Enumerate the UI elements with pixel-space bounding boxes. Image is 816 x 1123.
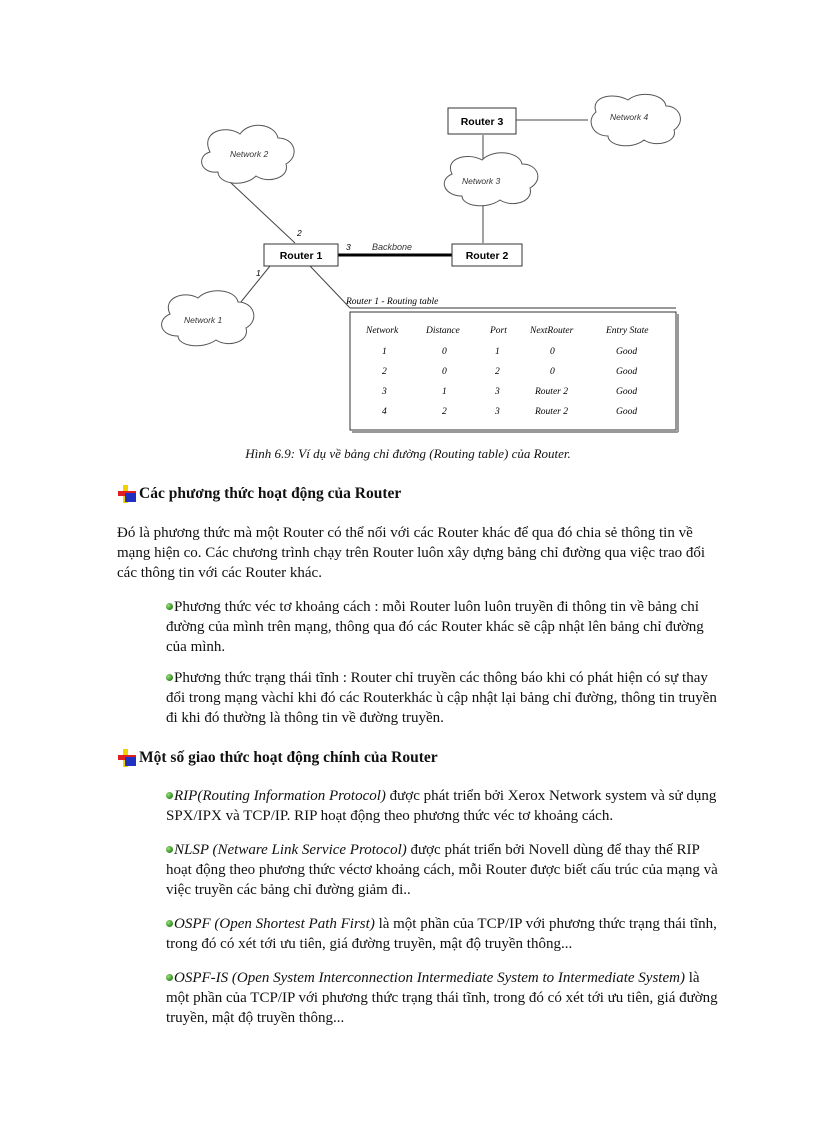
- table-cell: 1: [382, 347, 387, 357]
- protocol-description: là một phần của TCP/IP với phương thức trạng thái tĩnh, trong đó có xét tới ưu tiên, giá đường truyền, mật độ truyền thông...: [166, 916, 717, 952]
- bullet-dot-icon: [166, 974, 173, 981]
- table-cell: 0: [550, 367, 555, 377]
- backbone-label: Backbone: [372, 242, 413, 252]
- table-cell: 0: [442, 347, 447, 357]
- table-cell: 0: [550, 347, 555, 357]
- table-cell: 3: [495, 407, 500, 417]
- section-1-intro: Đó là phương thức mà một Router có thể nối với các Router khác để qua đó chia sẻ thông tin về mạng hiện co. Các chương trình chạy trên Router luôn xây dựng bảng chỉ đường qua việc trao đổi các thông tin với các Router khác.: [117, 525, 706, 581]
- protocol-name: RIP(Routing Information Protocol): [174, 788, 386, 804]
- router-1-label: Router 1: [279, 250, 323, 262]
- section-heading-1: [117, 484, 401, 504]
- table-header-port: Port: [490, 326, 507, 336]
- list-item: [166, 914, 726, 954]
- bullet-dot-icon: [166, 603, 173, 610]
- list-item: [166, 597, 726, 657]
- link-network2-router1: [230, 182, 295, 243]
- list-item: [166, 668, 726, 728]
- label-network-4: Network 4: [610, 112, 649, 122]
- router-1: [264, 244, 338, 266]
- router-3-label: Router 3: [460, 116, 504, 128]
- port-label-3: 3: [346, 242, 351, 252]
- table-cell: Good: [616, 367, 638, 377]
- bullet-dot-icon: [166, 674, 173, 681]
- router-2-label: Router 2: [465, 250, 509, 262]
- figure-caption: Hình 6.9: Ví dụ về bảng chỉ đường (Routing table) của Router.: [245, 446, 571, 461]
- label-network-2: Network 2: [230, 149, 269, 159]
- bullet-dot-icon: [166, 846, 173, 853]
- table-cell: Router 2: [535, 387, 568, 397]
- table-cell: 3: [495, 387, 500, 397]
- list-item: [166, 968, 726, 1028]
- section-heading-2-text: Một số giao thức hoạt động chính của Router: [139, 749, 438, 766]
- table-cell: Good: [616, 387, 638, 397]
- protocol-description: được phát triển bởi Novell dùng để thay thế RIP hoạt động theo phương thức véctơ khoảng cách, mỗi Router được biết cấu trúc của mạng và việc truyền các bảng chỉ đường giảm đi..: [166, 842, 718, 898]
- protocol-description: là một phần của TCP/IP với phương thức trạng thái tĩnh, trong đó có xét tới ưu tiên, giá đường truyền, mật độ truyền thông...: [166, 970, 718, 1026]
- table-header-nextrouter: NextRouter: [530, 326, 574, 336]
- table-header-entry-state: Entry State: [606, 326, 649, 336]
- port-label-1: 1: [256, 268, 261, 278]
- protocol-description: được phát triển bởi Xerox Network system và sử dụng SPX/IPX và TCP/IP. RIP hoạt động theo phương thức véc tơ khoảng cách.: [166, 788, 717, 824]
- label-network-3: Network 3: [462, 176, 501, 186]
- routing-table-title: Router 1 - Routing table: [346, 297, 439, 307]
- section-heading-1-text: Các phương thức hoạt động của Router: [139, 485, 402, 502]
- list-item: [166, 786, 726, 826]
- table-header-distance: Distance: [426, 326, 460, 336]
- protocol-name: OSPF-IS (Open System Interconnection Intermediate System to Intermediate System): [174, 970, 685, 986]
- router-3: [448, 108, 516, 134]
- table-cell: 1: [495, 347, 500, 357]
- table-cell: 0: [442, 367, 447, 377]
- table-cell: Router 2: [535, 407, 568, 417]
- section-marker-icon: [117, 748, 137, 768]
- table-cell: 2: [382, 367, 387, 377]
- protocol-name: OSPF (Open Shortest Path First): [174, 916, 375, 932]
- bullet-dot-icon: [166, 920, 173, 927]
- table-header-network: Network: [366, 326, 399, 336]
- protocol-name: NLSP (Netware Link Service Protocol): [174, 842, 407, 858]
- network-diagram-svg: [140, 90, 690, 440]
- routing-table: [345, 297, 678, 432]
- table-cell: 4: [382, 407, 387, 417]
- section-marker-icon: [117, 484, 137, 504]
- table-cell: Good: [616, 347, 638, 357]
- router-2: [452, 244, 522, 266]
- list-item-text: Phương thức trạng thái tĩnh : Router chỉ truyền các thông báo khi có phát hiện có sự thay đổi trong mạng vàchỉ khi đó các Routerkhác ù cập nhật lại bảng chỉ đường, thông tin truyền đi khi đó thường là thông tin về đường truyền.: [166, 670, 717, 726]
- table-cell: 2: [442, 407, 447, 417]
- label-network-1: Network 1: [184, 315, 223, 325]
- link-router1-table: [310, 266, 350, 308]
- list-item-text: Phương thức véc tơ khoảng cách : mỗi Router luôn luôn truyền đi thông tin về bảng chỉ đường của mình trên mạng, thông qua đó các Router khác sẽ cập nhật lên bảng chỉ đường của mình.: [166, 599, 704, 655]
- section-heading-2: [117, 748, 438, 768]
- table-cell: 1: [442, 387, 447, 397]
- network-diagram: [140, 90, 690, 440]
- table-cell: Good: [616, 407, 638, 417]
- table-cell: 2: [495, 367, 500, 377]
- bullet-dot-icon: [166, 792, 173, 799]
- port-label-2: 2: [297, 228, 302, 238]
- table-cell: 3: [382, 387, 387, 397]
- list-item: [166, 840, 726, 900]
